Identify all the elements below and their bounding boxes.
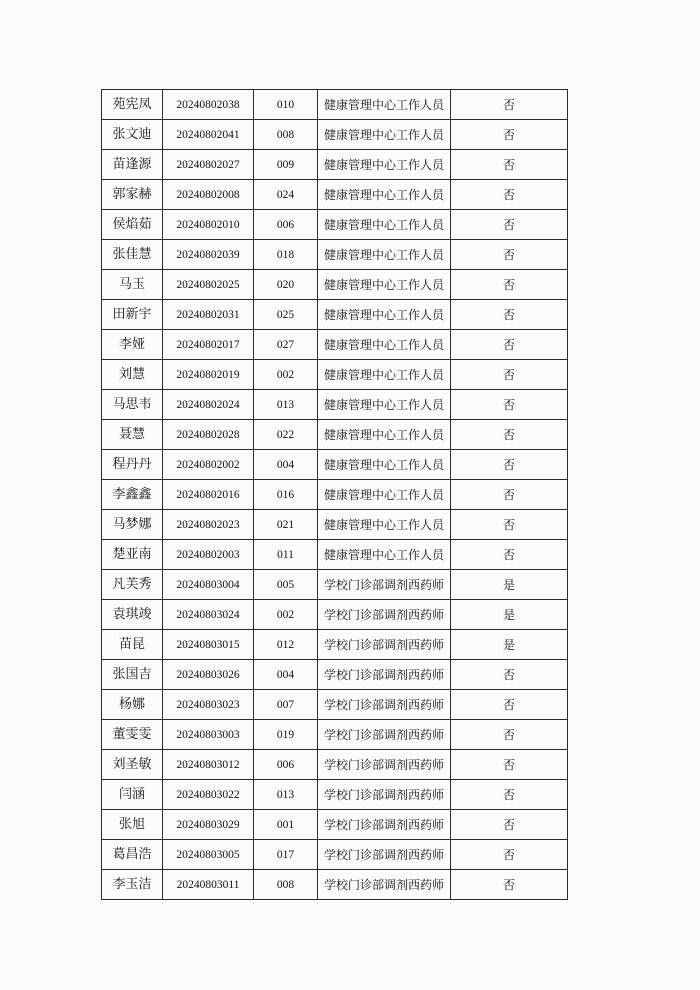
table-row — [102, 660, 568, 690]
table-row — [102, 570, 568, 600]
candidate-name-cell: 刘圣敏 — [102, 750, 163, 780]
candidate-name-cell: 杨娜 — [102, 690, 163, 720]
status-flag-cell: 否 — [451, 240, 568, 270]
job-title-cell: 健康管理中心工作人员 — [318, 360, 451, 390]
candidate-name-cell: 楚亚南 — [102, 540, 163, 570]
table-row — [102, 150, 568, 180]
table-row — [102, 300, 568, 330]
job-title-cell: 健康管理中心工作人员 — [318, 300, 451, 330]
position-code-cell: 004 — [254, 660, 318, 690]
position-code-cell: 017 — [254, 840, 318, 870]
job-title-cell: 学校门诊部调剂西药师 — [318, 810, 451, 840]
position-code-cell: 010 — [254, 90, 318, 120]
candidate-table — [101, 89, 568, 900]
exam-id-cell: 20240802025 — [163, 270, 254, 300]
status-flag-cell: 否 — [451, 90, 568, 120]
status-flag-cell: 否 — [451, 210, 568, 240]
position-code-cell: 004 — [254, 450, 318, 480]
exam-id-cell: 20240802017 — [163, 330, 254, 360]
table-row — [102, 330, 568, 360]
position-code-cell: 022 — [254, 420, 318, 450]
status-flag-cell: 是 — [451, 600, 568, 630]
exam-id-cell: 20240802028 — [163, 420, 254, 450]
table-row — [102, 240, 568, 270]
exam-id-cell: 20240803029 — [163, 810, 254, 840]
status-flag-cell: 否 — [451, 840, 568, 870]
job-title-cell: 学校门诊部调剂西药师 — [318, 570, 451, 600]
exam-id-cell: 20240802041 — [163, 120, 254, 150]
status-flag-cell: 否 — [451, 480, 568, 510]
status-flag-cell: 否 — [451, 450, 568, 480]
exam-id-cell: 20240802038 — [163, 90, 254, 120]
table-row — [102, 270, 568, 300]
candidate-name-cell: 刘慧 — [102, 360, 163, 390]
job-title-cell: 学校门诊部调剂西药师 — [318, 720, 451, 750]
job-title-cell: 健康管理中心工作人员 — [318, 330, 451, 360]
status-flag-cell: 否 — [451, 120, 568, 150]
candidate-name-cell: 张国吉 — [102, 660, 163, 690]
position-code-cell: 025 — [254, 300, 318, 330]
table-row — [102, 750, 568, 780]
candidate-name-cell: 张文迪 — [102, 120, 163, 150]
table-row — [102, 690, 568, 720]
exam-id-cell: 20240802024 — [163, 390, 254, 420]
position-code-cell: 020 — [254, 270, 318, 300]
position-code-cell: 002 — [254, 360, 318, 390]
exam-id-cell: 20240802039 — [163, 240, 254, 270]
status-flag-cell: 否 — [451, 330, 568, 360]
status-flag-cell: 否 — [451, 180, 568, 210]
table-row — [102, 540, 568, 570]
table-row — [102, 450, 568, 480]
table-row — [102, 780, 568, 810]
status-flag-cell: 否 — [451, 780, 568, 810]
exam-id-cell: 20240802002 — [163, 450, 254, 480]
exam-id-cell: 20240803015 — [163, 630, 254, 660]
exam-id-cell: 20240803005 — [163, 840, 254, 870]
job-title-cell: 学校门诊部调剂西药师 — [318, 870, 451, 900]
table-row — [102, 510, 568, 540]
table-row — [102, 600, 568, 630]
table-row — [102, 420, 568, 450]
exam-id-cell: 20240803022 — [163, 780, 254, 810]
table-row — [102, 870, 568, 900]
status-flag-cell: 否 — [451, 420, 568, 450]
job-title-cell: 健康管理中心工作人员 — [318, 240, 451, 270]
exam-id-cell: 20240803012 — [163, 750, 254, 780]
job-title-cell: 健康管理中心工作人员 — [318, 150, 451, 180]
status-flag-cell: 是 — [451, 630, 568, 660]
table-row — [102, 210, 568, 240]
candidate-name-cell: 聂慧 — [102, 420, 163, 450]
status-flag-cell: 否 — [451, 150, 568, 180]
candidate-name-cell: 田新宇 — [102, 300, 163, 330]
job-title-cell: 健康管理中心工作人员 — [318, 270, 451, 300]
status-flag-cell: 否 — [451, 720, 568, 750]
job-title-cell: 学校门诊部调剂西药师 — [318, 660, 451, 690]
status-flag-cell: 否 — [451, 510, 568, 540]
candidate-name-cell: 马玉 — [102, 270, 163, 300]
table-row — [102, 480, 568, 510]
job-title-cell: 健康管理中心工作人员 — [318, 120, 451, 150]
position-code-cell: 021 — [254, 510, 318, 540]
exam-id-cell: 20240803023 — [163, 690, 254, 720]
table-row — [102, 630, 568, 660]
table-row — [102, 390, 568, 420]
position-code-cell: 009 — [254, 150, 318, 180]
candidate-name-cell: 苗昆 — [102, 630, 163, 660]
position-code-cell: 013 — [254, 390, 318, 420]
status-flag-cell: 否 — [451, 360, 568, 390]
candidate-name-cell: 闫涵 — [102, 780, 163, 810]
job-title-cell: 健康管理中心工作人员 — [318, 390, 451, 420]
candidate-name-cell: 侯焰茹 — [102, 210, 163, 240]
position-code-cell: 007 — [254, 690, 318, 720]
exam-id-cell: 20240802019 — [163, 360, 254, 390]
status-flag-cell: 否 — [451, 750, 568, 780]
candidate-name-cell: 葛昌浩 — [102, 840, 163, 870]
table-row — [102, 120, 568, 150]
job-title-cell: 学校门诊部调剂西药师 — [318, 750, 451, 780]
exam-id-cell: 20240802023 — [163, 510, 254, 540]
job-title-cell: 健康管理中心工作人员 — [318, 210, 451, 240]
candidate-name-cell: 苑宪凤 — [102, 90, 163, 120]
position-code-cell: 008 — [254, 870, 318, 900]
job-title-cell: 健康管理中心工作人员 — [318, 450, 451, 480]
candidate-name-cell: 程丹丹 — [102, 450, 163, 480]
job-title-cell: 健康管理中心工作人员 — [318, 540, 451, 570]
position-code-cell: 005 — [254, 570, 318, 600]
candidate-name-cell: 马思韦 — [102, 390, 163, 420]
job-title-cell: 健康管理中心工作人员 — [318, 420, 451, 450]
candidate-name-cell: 李鑫鑫 — [102, 480, 163, 510]
status-flag-cell: 是 — [451, 570, 568, 600]
exam-id-cell: 20240803011 — [163, 870, 254, 900]
candidate-name-cell: 苗逢源 — [102, 150, 163, 180]
candidate-name-cell: 董雯雯 — [102, 720, 163, 750]
status-flag-cell: 否 — [451, 390, 568, 420]
status-flag-cell: 否 — [451, 300, 568, 330]
position-code-cell: 006 — [254, 210, 318, 240]
candidate-name-cell: 袁琪竣 — [102, 600, 163, 630]
table-row — [102, 360, 568, 390]
job-title-cell: 学校门诊部调剂西药师 — [318, 600, 451, 630]
exam-id-cell: 20240802027 — [163, 150, 254, 180]
candidate-name-cell: 马梦娜 — [102, 510, 163, 540]
position-code-cell: 027 — [254, 330, 318, 360]
status-flag-cell: 否 — [451, 660, 568, 690]
job-title-cell: 学校门诊部调剂西药师 — [318, 630, 451, 660]
job-title-cell: 健康管理中心工作人员 — [318, 90, 451, 120]
position-code-cell: 016 — [254, 480, 318, 510]
status-flag-cell: 否 — [451, 690, 568, 720]
job-title-cell: 学校门诊部调剂西药师 — [318, 780, 451, 810]
position-code-cell: 011 — [254, 540, 318, 570]
candidate-name-cell: 李娅 — [102, 330, 163, 360]
status-flag-cell: 否 — [451, 540, 568, 570]
position-code-cell: 002 — [254, 600, 318, 630]
position-code-cell: 018 — [254, 240, 318, 270]
exam-id-cell: 20240802010 — [163, 210, 254, 240]
exam-id-cell: 20240803003 — [163, 720, 254, 750]
job-title-cell: 健康管理中心工作人员 — [318, 180, 451, 210]
table-row — [102, 180, 568, 210]
position-code-cell: 024 — [254, 180, 318, 210]
candidate-name-cell: 张佳慧 — [102, 240, 163, 270]
table-row — [102, 810, 568, 840]
exam-id-cell: 20240802016 — [163, 480, 254, 510]
candidate-name-cell: 凡芙秀 — [102, 570, 163, 600]
position-code-cell: 012 — [254, 630, 318, 660]
job-title-cell: 学校门诊部调剂西药师 — [318, 690, 451, 720]
exam-id-cell: 20240803026 — [163, 660, 254, 690]
exam-id-cell: 20240802008 — [163, 180, 254, 210]
job-title-cell: 学校门诊部调剂西药师 — [318, 840, 451, 870]
table-row — [102, 720, 568, 750]
position-code-cell: 001 — [254, 810, 318, 840]
status-flag-cell: 否 — [451, 870, 568, 900]
exam-id-cell: 20240802031 — [163, 300, 254, 330]
position-code-cell: 008 — [254, 120, 318, 150]
candidate-name-cell: 李玉洁 — [102, 870, 163, 900]
status-flag-cell: 否 — [451, 810, 568, 840]
position-code-cell: 019 — [254, 720, 318, 750]
position-code-cell: 013 — [254, 780, 318, 810]
exam-id-cell: 20240803024 — [163, 600, 254, 630]
table-row — [102, 90, 568, 120]
candidate-table-body — [102, 90, 568, 900]
job-title-cell: 健康管理中心工作人员 — [318, 510, 451, 540]
candidate-name-cell: 张旭 — [102, 810, 163, 840]
table-row — [102, 840, 568, 870]
position-code-cell: 006 — [254, 750, 318, 780]
exam-id-cell: 20240803004 — [163, 570, 254, 600]
job-title-cell: 健康管理中心工作人员 — [318, 480, 451, 510]
candidate-name-cell: 郭家赫 — [102, 180, 163, 210]
exam-id-cell: 20240802003 — [163, 540, 254, 570]
status-flag-cell: 否 — [451, 270, 568, 300]
